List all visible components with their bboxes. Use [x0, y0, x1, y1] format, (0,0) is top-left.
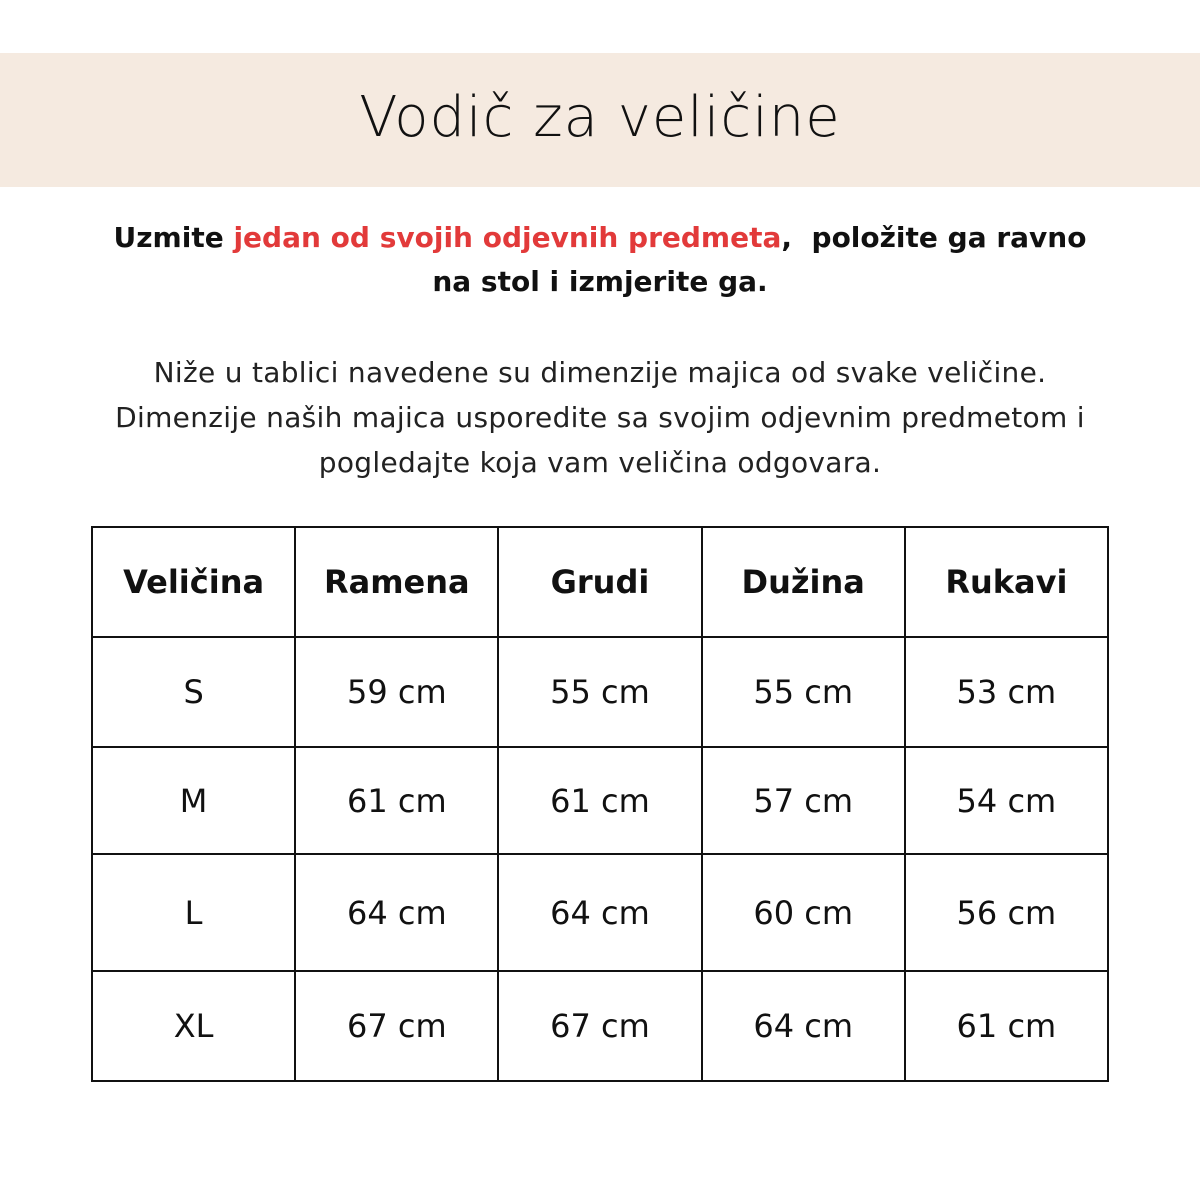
instruction-line-2: na stol i izmjerite ga. [432, 265, 768, 298]
header-size: Veličina [92, 527, 295, 637]
chest-cell: 67 cm [498, 971, 701, 1081]
length-cell: 55 cm [702, 637, 905, 747]
length-cell: 57 cm [702, 747, 905, 854]
chest-cell: 61 cm [498, 747, 701, 854]
length-cell: 60 cm [702, 854, 905, 971]
sleeves-cell: 56 cm [905, 854, 1108, 971]
chest-cell: 55 cm [498, 637, 701, 747]
shoulders-cell: 59 cm [295, 637, 498, 747]
description-line-1: Niže u tablici navedene su dimenzije majica od svake veličine. [153, 356, 1047, 389]
shoulders-cell: 67 cm [295, 971, 498, 1081]
size-cell: L [92, 854, 295, 971]
table-row [92, 854, 1108, 971]
page-title: Vodič za veličine [359, 84, 841, 150]
sleeves-cell: 54 cm [905, 747, 1108, 854]
measuring-instruction [60, 216, 1140, 304]
table-row [92, 637, 1108, 747]
instruction-prefix: Uzmite [113, 221, 234, 254]
header-band [0, 53, 1200, 187]
header-chest: Grudi [498, 527, 701, 637]
size-table [91, 526, 1109, 1082]
table-header-row [92, 527, 1108, 637]
header-shoulders: Ramena [295, 527, 498, 637]
table-description [40, 350, 1160, 485]
instruction-suffix: , položite ga ravno [781, 221, 1087, 254]
sleeves-cell: 53 cm [905, 637, 1108, 747]
length-cell: 64 cm [702, 971, 905, 1081]
header-length: Dužina [702, 527, 905, 637]
instruction-highlight: jedan od svojih odjevnih predmeta [233, 221, 782, 254]
sleeves-cell: 61 cm [905, 971, 1108, 1081]
header-sleeves: Rukavi [905, 527, 1108, 637]
description-line-3: pogledajte koja vam veličina odgovara. [318, 446, 882, 479]
size-cell: M [92, 747, 295, 854]
size-cell: S [92, 637, 295, 747]
table-row [92, 747, 1108, 854]
chest-cell: 64 cm [498, 854, 701, 971]
table-row [92, 971, 1108, 1081]
shoulders-cell: 61 cm [295, 747, 498, 854]
shoulders-cell: 64 cm [295, 854, 498, 971]
size-cell: XL [92, 971, 295, 1081]
description-line-2: Dimenzije naših majica usporedite sa svojim odjevnim predmetom i [115, 401, 1085, 434]
